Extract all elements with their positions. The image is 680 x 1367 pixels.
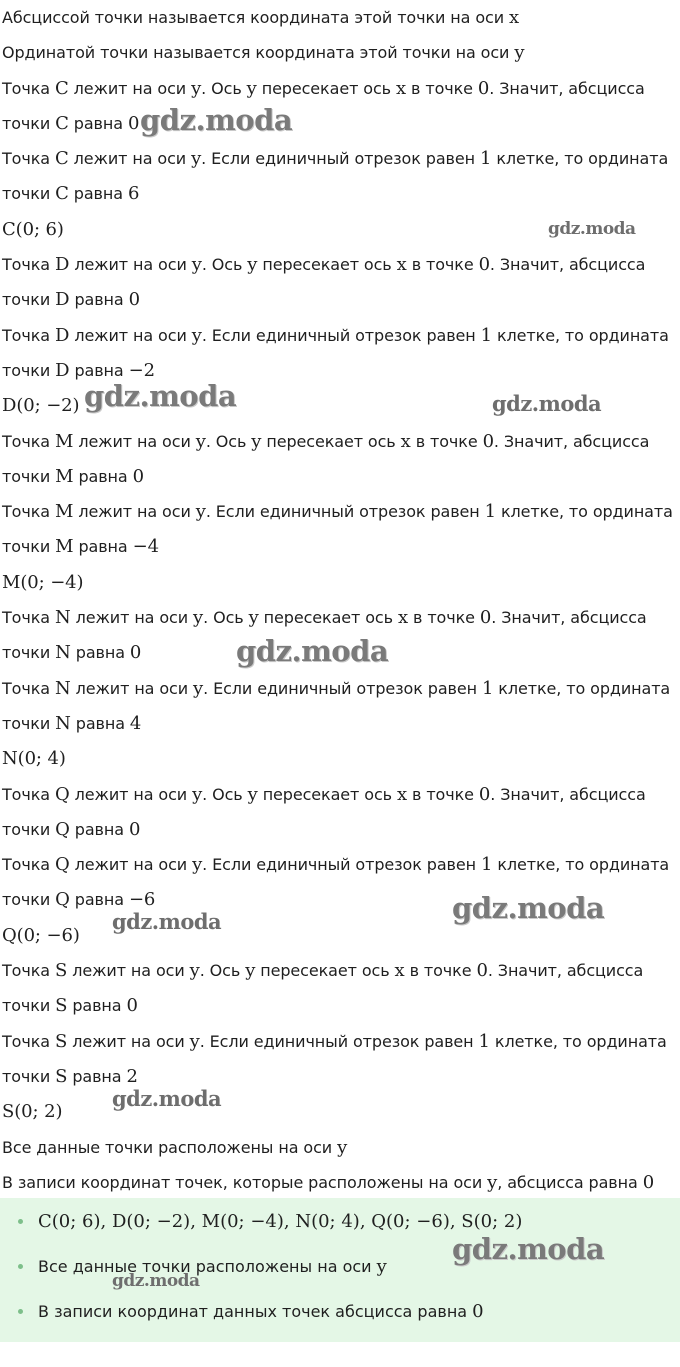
answer-summary-list xyxy=(0,1198,680,1339)
formula-line: M(0; −4) xyxy=(2,571,84,593)
answer-summary-box xyxy=(0,1198,680,1342)
formula-line: N(0; 4) xyxy=(2,748,66,770)
text-line: точки Q равна 0 xyxy=(2,818,141,840)
watermark-logo: gdz.moda xyxy=(492,391,602,416)
watermark-logo: gdz.moda xyxy=(84,379,237,413)
bullet-icon xyxy=(18,1264,23,1269)
text-line: Точка C лежит на оси y. Если единичный отрезок равен 1 клетке, то ордината xyxy=(2,148,669,170)
watermark-logo: gdz.moda xyxy=(112,909,222,934)
text-line: Точка Q лежит на оси y. Если единичный отрезок равен 1 клетке, то ордината xyxy=(2,854,670,876)
text-line: Точка C лежит на оси y. Ось y пересекает ось x в точке 0. Значит, абсцисса xyxy=(2,77,645,99)
text-line: Точка S лежит на оси y. Ось y пересекает ось x в точке 0. Значит, абсцисса xyxy=(2,960,644,982)
watermark-logo: gdz.moda xyxy=(112,1086,222,1111)
formula-line: Q(0; −6) xyxy=(2,924,80,946)
formula-line: D(0; −2) xyxy=(2,395,80,417)
text-line: точки M равна 0 xyxy=(2,465,144,487)
text-line: Точка S лежит на оси y. Если единичный отрезок равен 1 клетке, то ордината xyxy=(2,1030,667,1052)
text-line: Все данные точки расположены на оси y xyxy=(2,1136,348,1158)
formula-line: C(0; 6) xyxy=(2,218,64,240)
watermark-logo: gdz.moda xyxy=(140,103,293,137)
text-line: Точка M лежит на оси y. Если единичный отрезок равен 1 клетке, то ордината xyxy=(2,501,673,523)
text-line: Точка M лежит на оси y. Ось y пересекает ось x в точке 0. Значит, абсцисса xyxy=(2,430,650,452)
summary-item: Все данные точки расположены на оси y xyxy=(0,1249,680,1294)
text-line: точки S равна 2 xyxy=(2,1065,138,1087)
text-line: точки N равна 0 xyxy=(2,642,142,664)
text-line: Точка N лежит на оси y. Ось y пересекает ось x в точке 0. Значит, абсцисса xyxy=(2,607,647,629)
watermark-logo: gdz.moda xyxy=(452,891,605,925)
text-line: точки Q равна −6 xyxy=(2,889,156,911)
formula-line: S(0; 2) xyxy=(2,1101,63,1123)
summary-item: В записи координат данных точек абсцисса равна 0 xyxy=(0,1294,680,1339)
watermark-logo: gdz.moda xyxy=(236,634,389,668)
bullet-icon xyxy=(18,1219,23,1224)
watermark-logo: gdz.moda xyxy=(112,1271,200,1291)
text-line: Ординатой точки называется координата этой точки на оси y xyxy=(2,42,525,64)
text-line: Точка Q лежит на оси y. Ось y пересекает ось x в точке 0. Значит, абсцисса xyxy=(2,783,646,805)
text-line: точки M равна −4 xyxy=(2,536,159,558)
text-line: Абсциссой точки называется координата этой точки на оси x xyxy=(2,7,520,28)
bullet-icon xyxy=(18,1309,23,1314)
summary-item-formula: C(0; 6), D(0; −2), M(0; −4), N(0; 4), Q(0; −6), S(0; 2) xyxy=(0,1204,680,1249)
text-line: точки C равна 0 xyxy=(2,112,140,134)
text-line: Точка N лежит на оси y. Если единичный отрезок равен 1 клетке, то ордината xyxy=(2,677,671,699)
text-line: точки S равна 0 xyxy=(2,995,138,1017)
text-line: точки D равна 0 xyxy=(2,289,140,311)
text-line: В записи координат точек, которые расположены на оси y, абсцисса равна 0 xyxy=(2,1171,655,1193)
watermark-logo: gdz.moda xyxy=(452,1232,605,1266)
text-line: точки N равна 4 xyxy=(2,712,142,734)
text-line: точки D равна −2 xyxy=(2,359,155,381)
text-line: Точка D лежит на оси y. Если единичный отрезок равен 1 клетке, то ордината xyxy=(2,324,669,346)
text-line: точки C равна 6 xyxy=(2,183,140,205)
watermark-logo: gdz.moda xyxy=(548,219,636,239)
text-line: Точка D лежит на оси y. Ось y пересекает ось x в точке 0. Значит, абсцисса xyxy=(2,254,646,276)
